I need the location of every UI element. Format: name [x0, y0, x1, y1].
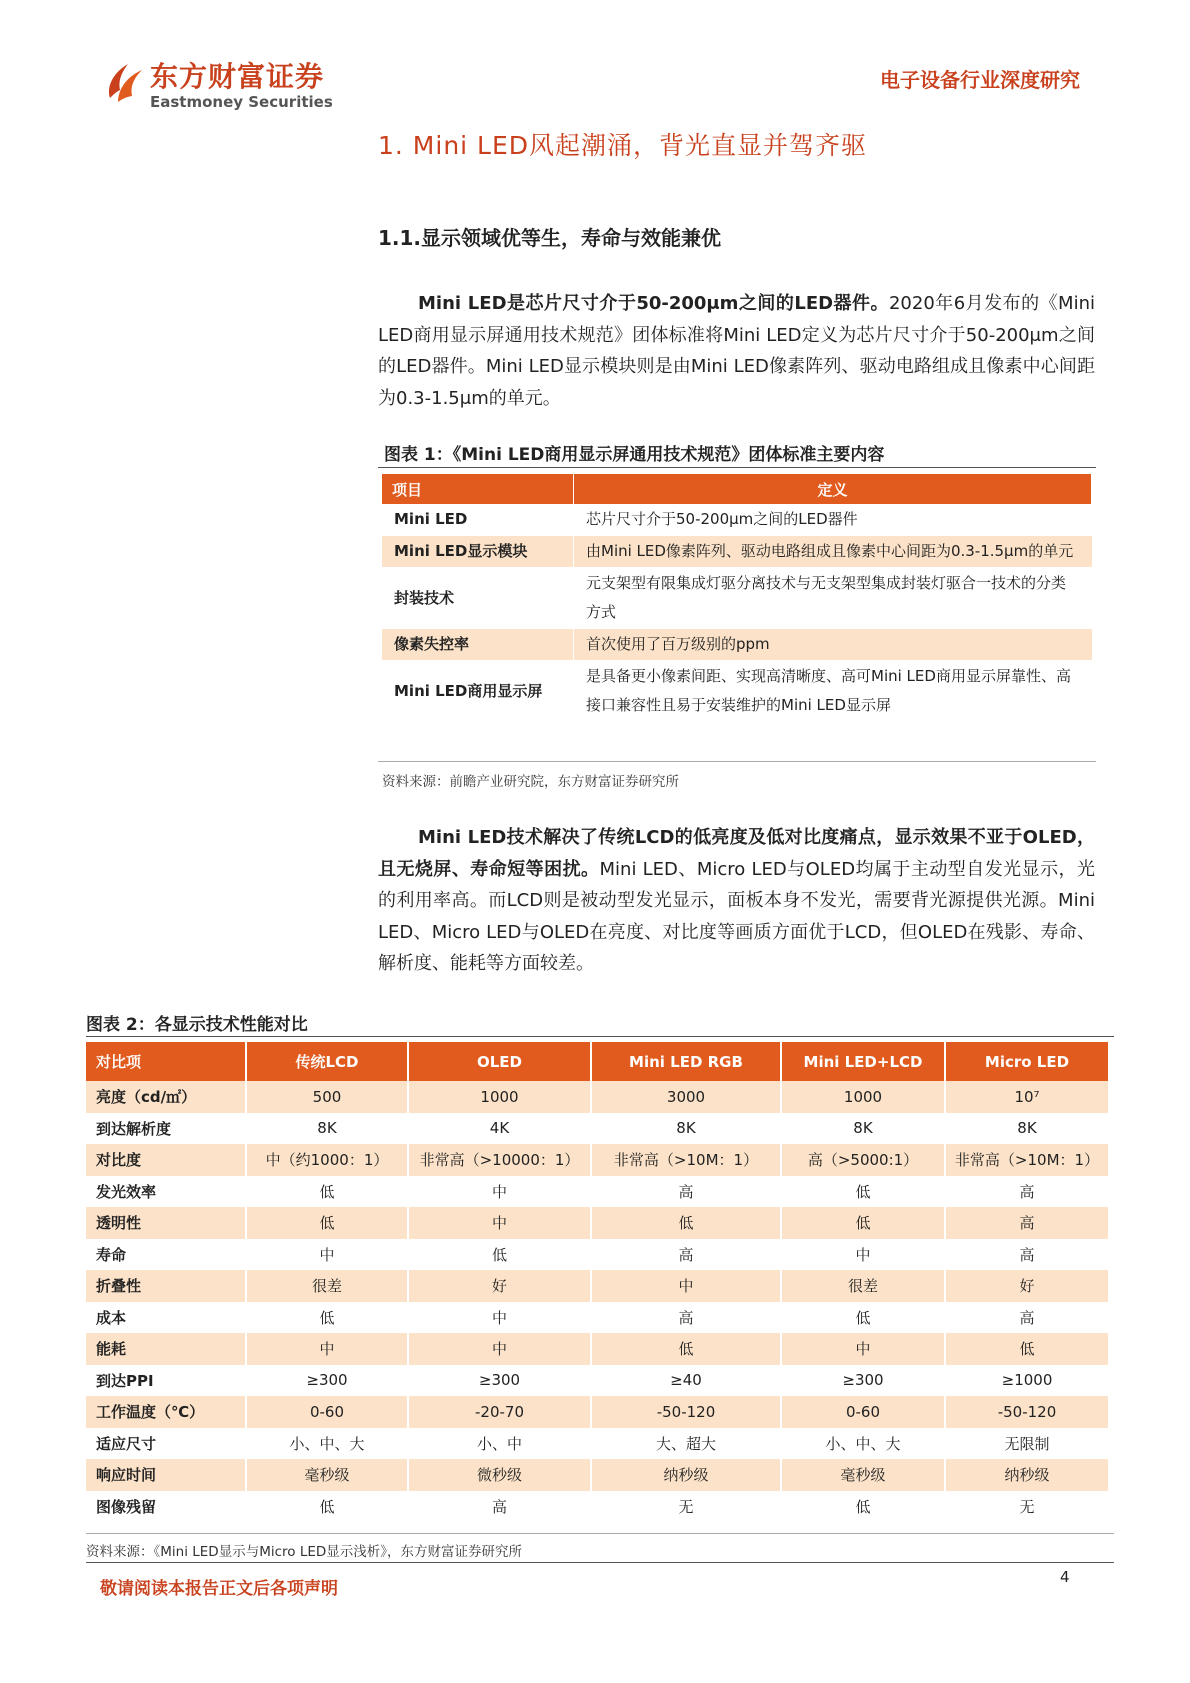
row-label-cell: 发光效率: [86, 1176, 246, 1208]
table-row: [86, 1207, 1109, 1239]
row-label-cell: 适应尺寸: [86, 1428, 246, 1460]
table-cell: 微秒级: [408, 1459, 591, 1491]
table-cell: 芯片尺寸介于50-200μm之间的LED器件: [574, 504, 1092, 536]
table-cell: 是具备更小像素间距、实现高清晰度、高可Mini LED商用显示屏靠性、高接口兼容性且易于安装维护的Mini LED显示屏: [574, 661, 1092, 722]
table-cell: 小、中: [408, 1428, 591, 1460]
table-cell: 0-60: [246, 1396, 408, 1428]
table-row: [86, 1144, 1109, 1176]
table-cell: 中: [408, 1333, 591, 1365]
table-cell: 好: [408, 1270, 591, 1302]
table-cell: 小、中、大: [781, 1428, 945, 1460]
table-2-top-rule: [86, 1036, 1114, 1037]
table-cell: 好: [945, 1270, 1109, 1302]
table-cell: 中: [408, 1302, 591, 1334]
table-cell: 3000: [591, 1081, 781, 1113]
table-cell: 低: [246, 1302, 408, 1334]
table-cell: 4K: [408, 1113, 591, 1145]
table-cell: 中: [781, 1239, 945, 1271]
table-header-cell: 对比项: [86, 1042, 246, 1081]
table-cell: 封装技术: [382, 568, 574, 629]
paragraph-2-body: Mini LED、Micro LED与OLED均属于主动型自发光显示，光的利用率高。而LCD则是被动型发光显示，面板本身不发光，需要背光源提供光源。Mini LED、Micro LED与OLED在亮度、对比度等画质方面优于LCD，但OLED在残影、寿命、解析度、能耗等方面较差。: [378, 858, 1096, 974]
table-cell: 1000: [781, 1081, 945, 1113]
table-row: [86, 1176, 1109, 1208]
table-cell: 低: [945, 1333, 1109, 1365]
row-label-cell: 寿命: [86, 1239, 246, 1271]
table-row: [86, 1081, 1109, 1113]
table-cell: 低: [246, 1491, 408, 1523]
table-cell: 纳秒级: [945, 1459, 1109, 1491]
table-cell: 低: [591, 1207, 781, 1239]
row-label-cell: 成本: [86, 1302, 246, 1334]
table-row: [382, 629, 1092, 661]
table-cell: Mini LED: [382, 504, 574, 536]
table-row: [86, 1365, 1109, 1397]
table-cell: 小、中、大: [246, 1428, 408, 1460]
table-1-source: 资料来源：前瞻产业研究院，东方财富证券研究所: [382, 774, 679, 790]
row-label-cell: 到达解析度: [86, 1113, 246, 1145]
table-cell: ≥300: [781, 1365, 945, 1397]
table-2-source: 资料来源：《Mini LED显示与Micro LED显示浅析》，东方财富证券研究所: [86, 1544, 523, 1560]
table-row: [382, 568, 1092, 629]
table-cell: 非常高（>10M：1）: [945, 1144, 1109, 1176]
table-cell: 中: [781, 1333, 945, 1365]
table-row: [86, 1491, 1109, 1523]
page-number: 4: [1060, 1568, 1070, 1586]
table-cell: 大、超大: [591, 1428, 781, 1460]
table-cell: Mini LED显示模块: [382, 536, 574, 568]
table-cell: ≥1000: [945, 1365, 1109, 1397]
table-header-cell: 项目: [382, 474, 574, 504]
table-1-caption: 图表 1：《Mini LED商用显示屏通用技术规范》团体标准主要内容: [384, 445, 885, 465]
table-row: [86, 1270, 1109, 1302]
table-1-bottom-rule: [378, 761, 1096, 762]
table-cell: 1000: [408, 1081, 591, 1113]
table-cell: 无: [591, 1491, 781, 1523]
table-cell: 低: [246, 1176, 408, 1208]
table-header-cell: Mini LED+LCD: [781, 1042, 945, 1081]
paragraph-2-lead: Mini LED技术解决了传统LCD的低亮度及低对比度痛点，显示效果不亚于OLED，且无烧屏、寿命短等困扰。: [378, 827, 1095, 880]
table-cell: 8K: [591, 1113, 781, 1145]
table-cell: 高: [945, 1239, 1109, 1271]
table-cell: 无限制: [945, 1428, 1109, 1460]
table-cell: 非常高（>10M：1）: [591, 1144, 781, 1176]
table-row: [382, 536, 1092, 568]
table-cell: Mini LED商用显示屏: [382, 661, 574, 722]
table-cell: 像素失控率: [382, 629, 574, 661]
table-cell: ≥300: [408, 1365, 591, 1397]
row-label-cell: 到达PPI: [86, 1365, 246, 1397]
table-header-cell: 定义: [574, 474, 1092, 504]
display-tech-comparison-table: [86, 1042, 1110, 1522]
table-cell: 很差: [781, 1270, 945, 1302]
table-cell: ≥300: [246, 1365, 408, 1397]
table-cell: 无: [945, 1491, 1109, 1523]
table-cell: 低: [781, 1491, 945, 1523]
table-row: [86, 1459, 1109, 1491]
row-label-cell: 能耗: [86, 1333, 246, 1365]
paragraph-1-lead: Mini LED是芯片尺寸介于50-200μm之间的LED器件。: [418, 293, 889, 314]
paragraph-1: [378, 288, 1095, 414]
table-cell: 500: [246, 1081, 408, 1113]
table-cell: 10⁷: [945, 1081, 1109, 1113]
table-row: [86, 1302, 1109, 1334]
table-cell: 高: [591, 1302, 781, 1334]
row-label-cell: 对比度: [86, 1144, 246, 1176]
row-label-cell: 透明性: [86, 1207, 246, 1239]
table-row: [382, 504, 1092, 536]
table-cell: 很差: [246, 1270, 408, 1302]
table-cell: 低: [781, 1176, 945, 1208]
table-cell: 低: [781, 1207, 945, 1239]
table-cell: 高: [945, 1207, 1109, 1239]
table-cell: 非常高（>10000：1）: [408, 1144, 591, 1176]
table-row: [382, 661, 1092, 722]
table-cell: 低: [246, 1207, 408, 1239]
table-cell: 高: [591, 1176, 781, 1208]
table-cell: 中: [408, 1207, 591, 1239]
table-cell: 8K: [781, 1113, 945, 1145]
table-header-cell: Mini LED RGB: [591, 1042, 781, 1081]
table-2-bottom-rule: [86, 1533, 1114, 1534]
table-row: [86, 1239, 1109, 1271]
table-cell: 中: [591, 1270, 781, 1302]
table-cell: -50-120: [591, 1396, 781, 1428]
row-label-cell: 亮度（cd/㎡）: [86, 1081, 246, 1113]
disclaimer-note: 敬请阅读本报告正文后各项声明: [100, 1579, 338, 1599]
row-label-cell: 响应时间: [86, 1459, 246, 1491]
table-cell: 由Mini LED像素阵列、驱动电路组成且像素中心间距为0.3-1.5μm的单元: [574, 536, 1092, 568]
table-cell: -50-120: [945, 1396, 1109, 1428]
table-cell: 8K: [246, 1113, 408, 1145]
footer-rule: [86, 1562, 1114, 1563]
report-type: 电子设备行业深度研究: [880, 68, 1080, 92]
logo-text-en: Eastmoney Securities: [150, 93, 333, 111]
eastmoney-logo-icon: [104, 58, 146, 104]
table-cell: 高（>5000:1）: [781, 1144, 945, 1176]
table-cell: 低: [591, 1333, 781, 1365]
table-cell: ≥40: [591, 1365, 781, 1397]
row-label-cell: 图像残留: [86, 1491, 246, 1523]
table-row: [86, 1428, 1109, 1460]
table-cell: 低: [781, 1302, 945, 1334]
table-header-cell: 传统LCD: [246, 1042, 408, 1081]
row-label-cell: 折叠性: [86, 1270, 246, 1302]
table-header-cell: Micro LED: [945, 1042, 1109, 1081]
table-cell: 低: [408, 1239, 591, 1271]
table-2-caption: 图表 2：各显示技术性能对比: [86, 1015, 308, 1035]
table-cell: 中: [246, 1239, 408, 1271]
table-row: [86, 1396, 1109, 1428]
paragraph-1-body: 2020年6月发布的《Mini LED商用显示屏通用技术规范》团体标准将Mini LED定义为芯片尺寸介于50-200μm之间的LED器件。Mini LED显示模块则是由Mini LED像素阵列、驱动电路组成且像素中心间距为0.3-1.5μm的单元。: [378, 293, 1095, 409]
table-row: [86, 1113, 1109, 1145]
standard-content-table: [382, 474, 1092, 722]
table-cell: 高: [408, 1491, 591, 1523]
table-cell: -20-70: [408, 1396, 591, 1428]
table-cell: 高: [945, 1176, 1109, 1208]
table-cell: 元支架型有限集成灯驱分离技术与无支架型集成封装灯驱合一技术的分类方式: [574, 568, 1092, 629]
table-cell: 纳秒级: [591, 1459, 781, 1491]
logo-text-cn: 东方财富证券: [150, 60, 325, 93]
table-cell: 中: [246, 1333, 408, 1365]
table-header-cell: OLED: [408, 1042, 591, 1081]
table-cell: 毫秒级: [246, 1459, 408, 1491]
subsection-heading: 1.1.显示领域优等生，寿命与效能兼优: [378, 226, 722, 250]
table-row: [86, 1333, 1109, 1365]
table-cell: 首次使用了百万级别的ppm: [574, 629, 1092, 661]
table-cell: 毫秒级: [781, 1459, 945, 1491]
table-cell: 中: [408, 1176, 591, 1208]
paragraph-2: [378, 822, 1095, 980]
table-cell: 高: [945, 1302, 1109, 1334]
table-cell: 0-60: [781, 1396, 945, 1428]
section-heading: 1. Mini LED风起潮涌，背光直显并驾齐驱: [378, 131, 868, 160]
table-cell: 高: [591, 1239, 781, 1271]
table-cell: 8K: [945, 1113, 1109, 1145]
table-1-top-rule: [378, 467, 1096, 468]
row-label-cell: 工作温度（℃）: [86, 1396, 246, 1428]
table-cell: 中（约1000：1）: [246, 1144, 408, 1176]
